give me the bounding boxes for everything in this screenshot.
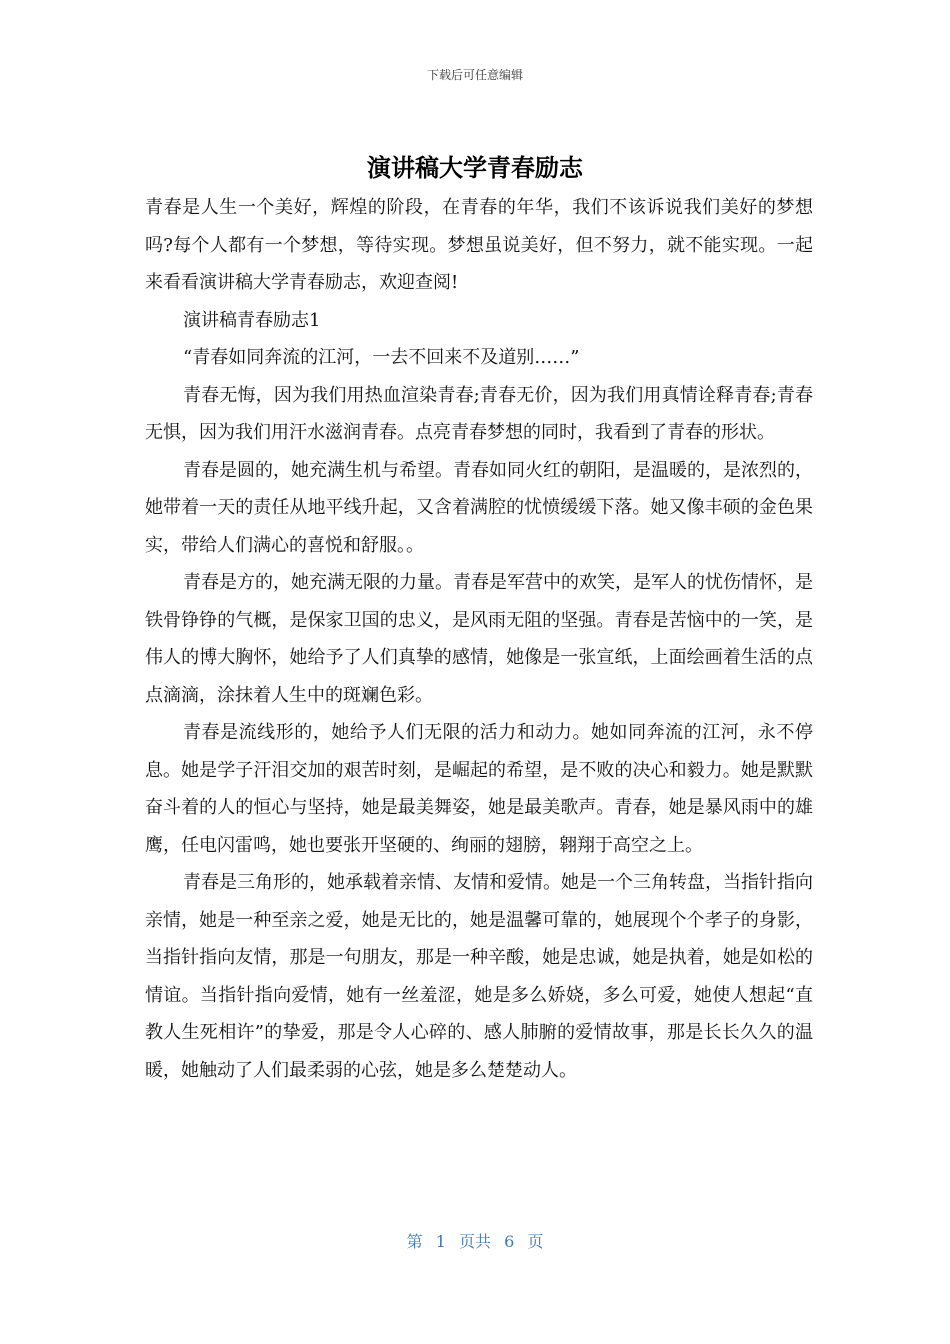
document-body bbox=[145, 189, 813, 1089]
footer-middle: 页共 bbox=[458, 1232, 491, 1251]
page-footer bbox=[0, 1229, 950, 1252]
paragraph: 青春无悔，因为我们用热血渲染青春;青春无价，因为我们用真情诠释青春;青春无惧，因为我们用汗水滋润青春。点亮青春梦想的同时，我看到了青春的形状。 bbox=[145, 384, 813, 443]
page-header-note: 下载后可任意编辑 bbox=[426, 68, 523, 82]
paragraph: 青春是圆的，她充满生机与希望。青春如同火红的朝阳，是温暖的，是浓烈的，她带着一天的责任从地平线升起，又含着满腔的忧愤缓缓下落。她又像丰硕的金色果实，带给人们满心的喜悦和舒服。。 bbox=[145, 459, 813, 556]
footer-total-pages: 6 bbox=[504, 1232, 515, 1251]
section-heading: 演讲稿青春励志1 bbox=[183, 309, 321, 331]
paragraph: 青春是人生一个美好，辉煌的阶段，在青春的年华，我们不该诉说我们美好的梦想吗?每个人都有一个梦想，等待实现。梦想虽说美好，但不努力，就不能实现。一起来看看演讲稿大学青春励志，欢迎查阅! bbox=[145, 197, 813, 293]
document-title: 演讲稿大学青春励志 bbox=[367, 154, 583, 182]
paragraph: 青春是流线形的，她给予人们无限的活力和动力。她如同奔流的江河，永不停息。她是学子汗泪交加的艰苦时刻，是崛起的希望，是不败的决心和毅力。她是默默奋斗着的人的恒心与坚持，她是最美舞姿，她是最美歌声。青春，她是暴风雨中的雄鹰，任电闪雷鸣，她也要张开坚硬的、绚丽的翅膀，翱翔于高空之上。 bbox=[145, 722, 813, 856]
footer-prefix: 第 bbox=[406, 1232, 423, 1251]
quote-paragraph: “青春如同奔流的江河，一去不回来不及道别……” bbox=[183, 347, 580, 368]
paragraph: 青春是三角形的，她承载着亲情、友情和爱情。她是一个三角转盘，当指针指向亲情，她是一种至亲之爱，她是无比的，她是温馨可靠的，她展现个个孝子的身影，当指针指向友情，那是一句朋友，那是一种辛酸，她是忠诚，她是执着，她是如松的情谊。当指针指向爱情，她有一丝羞涩，她是多么娇娆，多么可爱，她使人想起“直教人生死相许”的挚爱，那是令人心碎的、感人肺腑的爱情故事，那是长长久久的温暖，她触动了人们最柔弱的心弦，她是多么楚楚动人。 bbox=[145, 872, 813, 1081]
paragraph: 青春是方的，她充满无限的力量。青春是军营中的欢笑，是军人的忧伤情怀，是铁骨铮铮的气概，是保家卫国的忠义，是风雨无阻的坚强。青春是苦恼中的一笑，是伟人的博大胸怀，她给予了人们真挚的感情，她像是一张宣纸，上面绘画着生活的点点滴滴，涂抹着人生中的斑斓色彩。 bbox=[145, 572, 813, 706]
footer-page-number: 1 bbox=[435, 1232, 446, 1251]
footer-suffix: 页 bbox=[527, 1232, 544, 1251]
